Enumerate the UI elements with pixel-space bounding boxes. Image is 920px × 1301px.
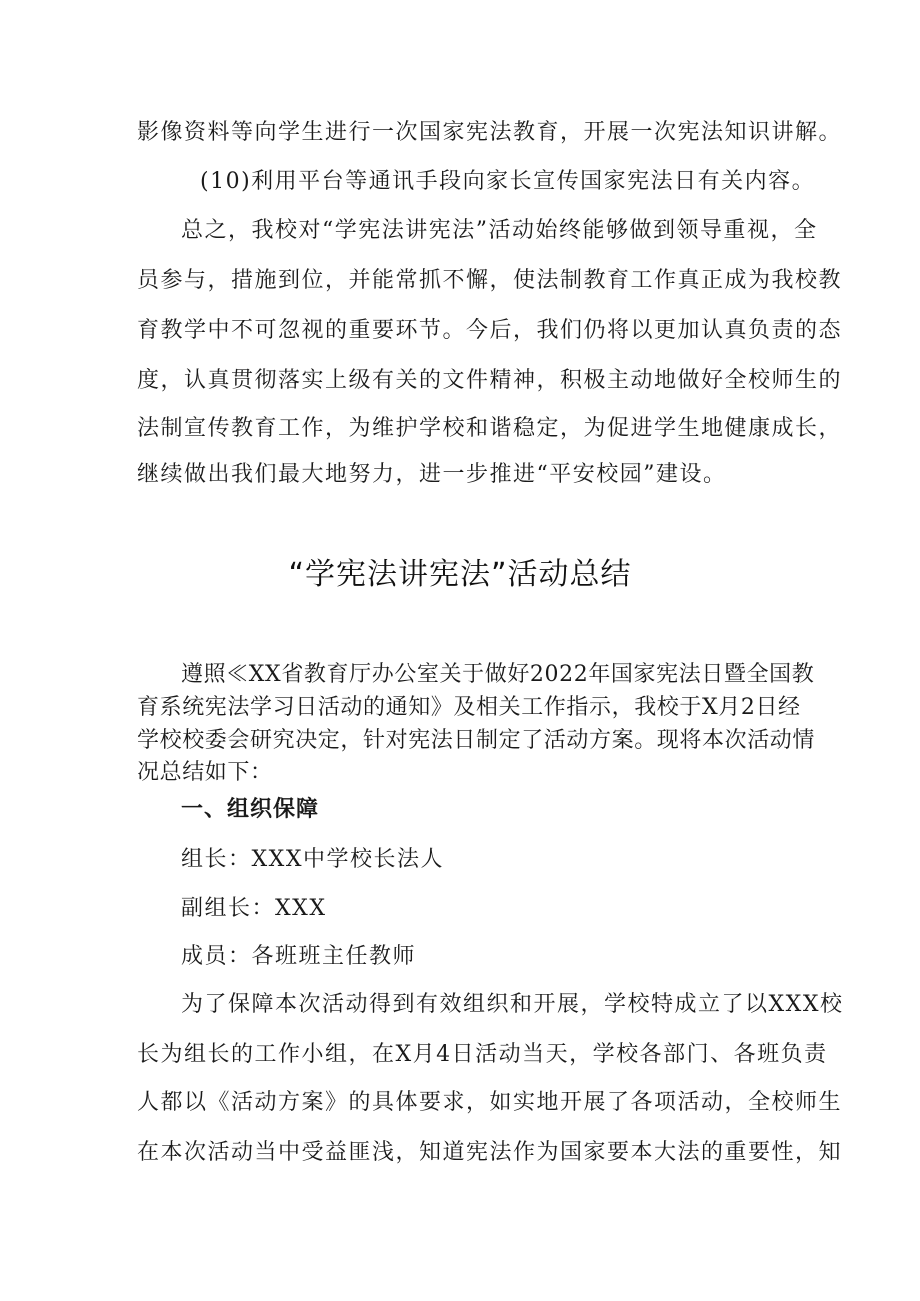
- paragraph-line: 继续做出我们最大地努力，进一步推进“平安校园”建设。: [137, 462, 727, 487]
- paragraph-line: 总之，我校对“学宪法讲宪法”活动始终能够做到领导重视，全: [181, 218, 818, 243]
- paragraph-line: 度，认真贯彻落实上级有关的文件精神，积极主动地做好全校师生的: [137, 368, 843, 393]
- paragraph-line: 长为组长的工作小组，在X月4日活动当天，学校各部门、各班负责: [137, 1042, 828, 1067]
- intro-line: 况总结如下：: [137, 760, 273, 785]
- document-title: “学宪法讲宪法”活动总结: [288, 557, 632, 592]
- paragraph-line: 员参与，措施到位，并能常抓不懈，使法制教育工作真正成为我校教: [137, 268, 843, 293]
- deputy-line: 副组长：XXX: [181, 896, 327, 921]
- intro-line: 遵照≪XX省教育厅办公室关于做好2022年国家宪法日暨全国教: [181, 662, 815, 687]
- members-line: 成员：各班班主任教师: [181, 944, 417, 969]
- intro-line: 育系统宪法学习日活动的通知》及相关工作指示，我校于X月2日经: [137, 695, 801, 720]
- paragraph-line: 影像资料等向学生进行一次国家宪法教育，开展一次宪法知识讲解。: [137, 120, 843, 145]
- paragraph-line: 为了保障本次活动得到有效组织和开展，学校特成立了以XXX校: [181, 992, 844, 1017]
- paragraph-line: 育教学中不可忽视的重要环节。今后，我们仍将以更加认真负责的态: [137, 318, 843, 343]
- paragraph-line: 在本次活动当中受益匪浅，知道宪法作为国家要本大法的重要性，知: [137, 1140, 843, 1165]
- paragraph-line: 人都以《活动方案》的具体要求，如实地开展了各项活动，全校师生: [137, 1090, 843, 1115]
- paragraph-line: (10)利用平台等通讯手段向家长宣传国家宪法日有关内容。: [200, 169, 816, 194]
- intro-line: 学校校委会研究决定，针对宪法日制定了活动方案。现将本次活动情: [137, 728, 816, 753]
- paragraph-line: 法制宣传教育工作，为维护学校和谐稳定，为促进学生地健康成长，: [137, 416, 843, 441]
- section-heading: 一、组织保障: [181, 797, 320, 822]
- leader-line: 组长：XXX中学校长法人: [181, 847, 444, 872]
